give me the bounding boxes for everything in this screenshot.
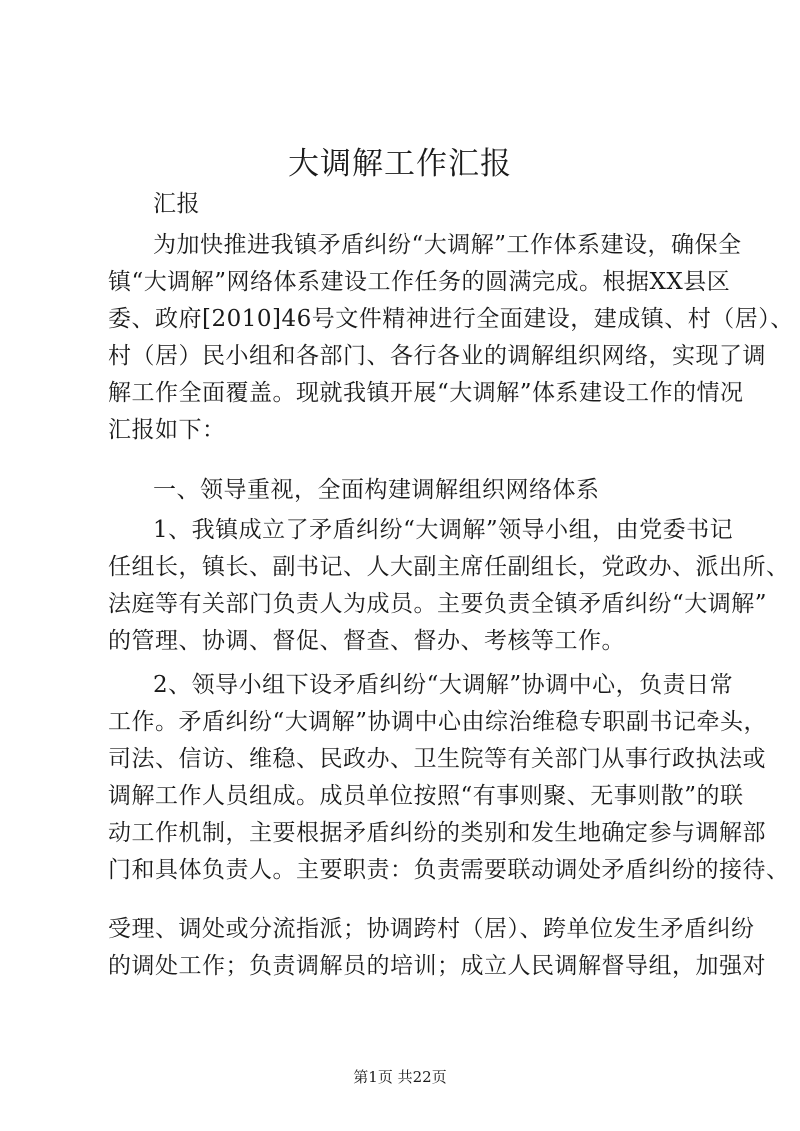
paragraph-line: 调解工作人员组成。成员单位按照“有事则聚、无事则散”的联 — [108, 783, 744, 809]
paragraph-line: 解工作全面覆盖。现就我镇开展“大调解”体系建设工作的情况 — [108, 380, 744, 406]
paragraph-line: 的调处工作；负责调解员的培训；成立人民调解督导组，加强对 — [108, 953, 766, 979]
paragraph-line: 受理、调处或分流指派；协调跨村（居）、跨单位发生矛盾纠纷 — [108, 916, 755, 942]
paragraph-line: 汇报 — [153, 191, 200, 217]
paragraph-line: 为加快推进我镇矛盾纠纷“大调解”工作体系建设，确保全 — [153, 232, 742, 258]
section-heading: 一、领导重视，全面构建调解组织网络体系 — [153, 477, 600, 503]
paragraph-line: 司法、信访、维稳、民政办、卫生院等有关部门从事行政执法或 — [108, 746, 766, 772]
paragraph-line: 镇“大调解”网络体系建设工作任务的圆满完成。根据XX县区 — [108, 269, 731, 295]
paragraph-line: 的管理、协调、督促、督查、督办、考核等工作。 — [108, 628, 625, 654]
paragraph-line: 村（居）民小组和各部门、各行各业的调解组织网络，实现了调 — [108, 343, 766, 369]
document-title: 大调解工作汇报 — [288, 146, 512, 182]
paragraph-line: 门和具体负责人。主要职责：负责需要联动调处矛盾纠纷的接待、 — [108, 857, 790, 883]
paragraph-line: 2、领导小组下设矛盾纠纷“大调解”协调中心，负责日常 — [153, 672, 734, 698]
paragraph-line: 法庭等有关部门负责人为成员。主要负责全镇矛盾纠纷“大调解” — [108, 591, 768, 617]
paragraph-line: 1、我镇成立了矛盾纠纷“大调解”领导小组，由党委书记 — [153, 517, 734, 543]
page-number-footer: 第1页 共22页 — [353, 1068, 447, 1086]
paragraph-line: 动工作机制，主要根据矛盾纠纷的类别和发生地确定参与调解部 — [108, 820, 766, 846]
paragraph-line: 工作。矛盾纠纷“大调解”协调中心由综治维稳专职副书记牵头， — [108, 709, 768, 735]
paragraph-line: 任组长，镇长、副书记、人大副主席任副组长，党政办、派出所、 — [108, 554, 790, 580]
paragraph-line: 汇报如下： — [108, 417, 226, 443]
paragraph-line: 委、政府[2010]46号文件精神进行全面建设，建成镇、村（居）、 — [108, 306, 794, 332]
